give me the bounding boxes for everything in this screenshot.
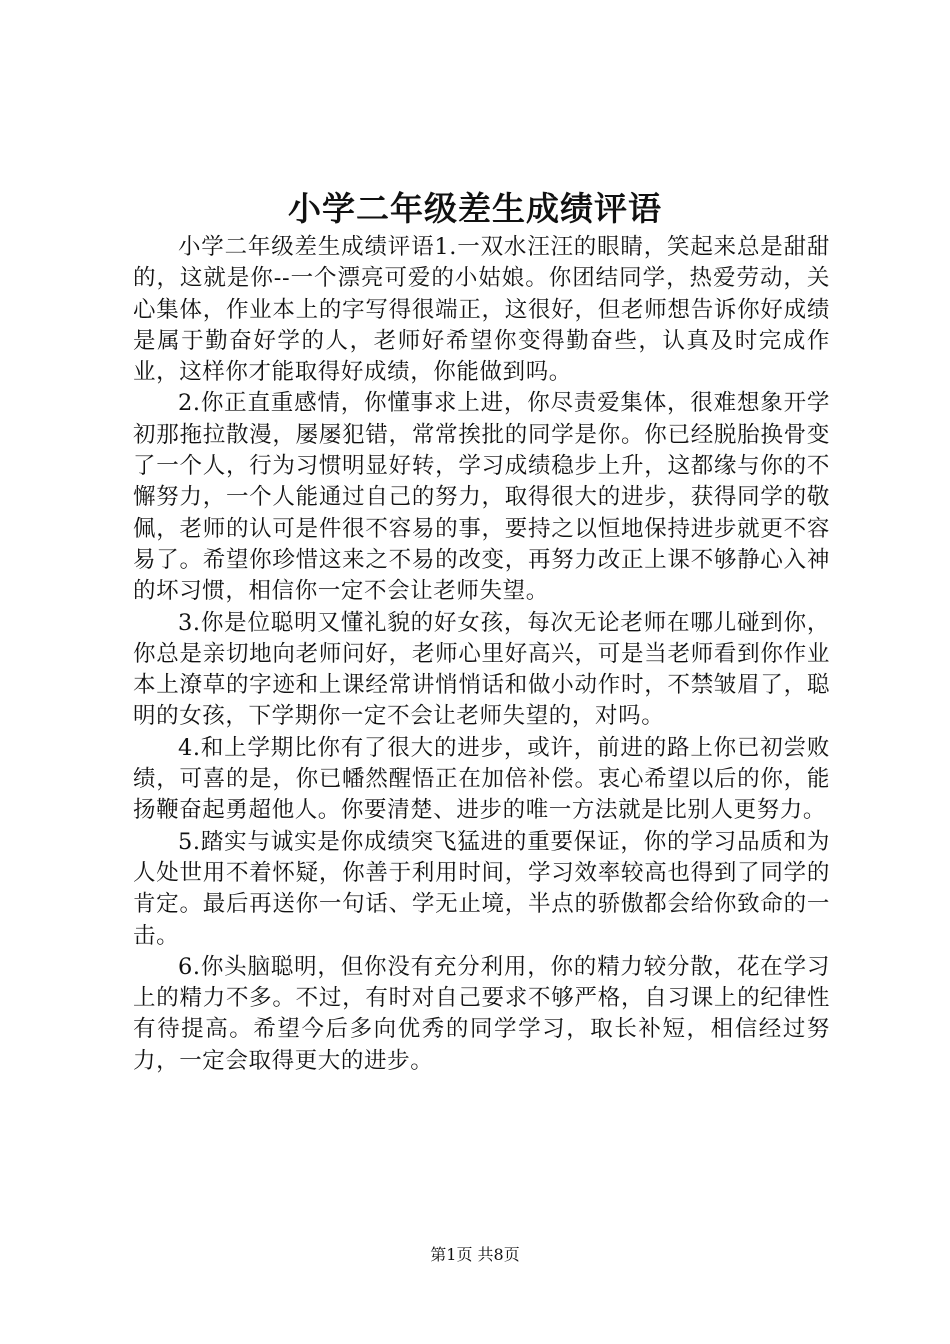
- paragraph-5: 5.踏实与诚实是你成绩突飞猛进的重要保证，你的学习品质和为人处世用不着怀疑，你善于利用时间，学习效率较高也得到了同学的肯定。最后再送你一句话、学无止境，半点的骄傲都会给你致命的一击。: [133, 828, 830, 949]
- paragraph-1: 小学二年级差生成绩评语1.一双水汪汪的眼睛，笑起来总是甜甜的，这就是你--一个漂亮可爱的小姑娘。你团结同学，热爱劳动，关心集体，作业本上的字写得很端正，这很好，但老师想告诉你好成绩是属于勤奋好学的人，老师好希望你变得勤奋些，认真及时完成作业，这样你才能取得好成绩，你能做到吗。: [133, 234, 830, 386]
- paragraph-6: 6.你头脑聪明，但你没有充分利用，你的精力较分散，花在学习上的精力不多。不过，有时对自己要求不够严格，自习课上的纪律性有待提高。希望今后多向优秀的同学学习，取长补短，相信经过努力，一定会取得更大的进步。: [133, 953, 830, 1074]
- paragraph-4: 4.和上学期比你有了很大的进步，或许，前进的路上你已初尝败绩，可喜的是，你已幡然醒悟正在加倍补偿。衷心希望以后的你，能扬鞭奋起勇超他人。你要清楚、进步的唯一方法就是比别人更努力。: [133, 734, 830, 824]
- paragraph-2: 2.你正直重感情，你懂事求上进，你尽责爱集体，很难想象开学初那拖拉散漫，屡屡犯错，常常挨批的同学是你。你已经脱胎换骨变了一个人，行为习惯明显好转，学习成绩稳步上升，这都缘与你的不懈努力，一个人能通过自己的努力，取得很大的进步，获得同学的敬佩，老师的认可是件很不容易的事，要持之以恒地保持进步就更不容易了。希望你珍惜这来之不易的改变，再努力改正上课不够静心入神的坏习惯，相信你一定不会让老师失望。: [133, 390, 830, 605]
- paragraph-3: 3.你是位聪明又懂礼貌的好女孩，每次无论老师在哪儿碰到你，你总是亲切地向老师问好，老师心里好高兴，可是当老师看到你作业本上潦草的字迹和上课经常讲悄悄话和做小动作时，不禁皱眉了，聪明的女孩，下学期你一定不会让老师失望的，对吗。: [133, 609, 830, 730]
- document-body: [133, 232, 830, 1077]
- page-footer: 第1页 共8页: [430, 1245, 520, 1264]
- document-title: 小学二年级差生成绩评语: [288, 189, 662, 228]
